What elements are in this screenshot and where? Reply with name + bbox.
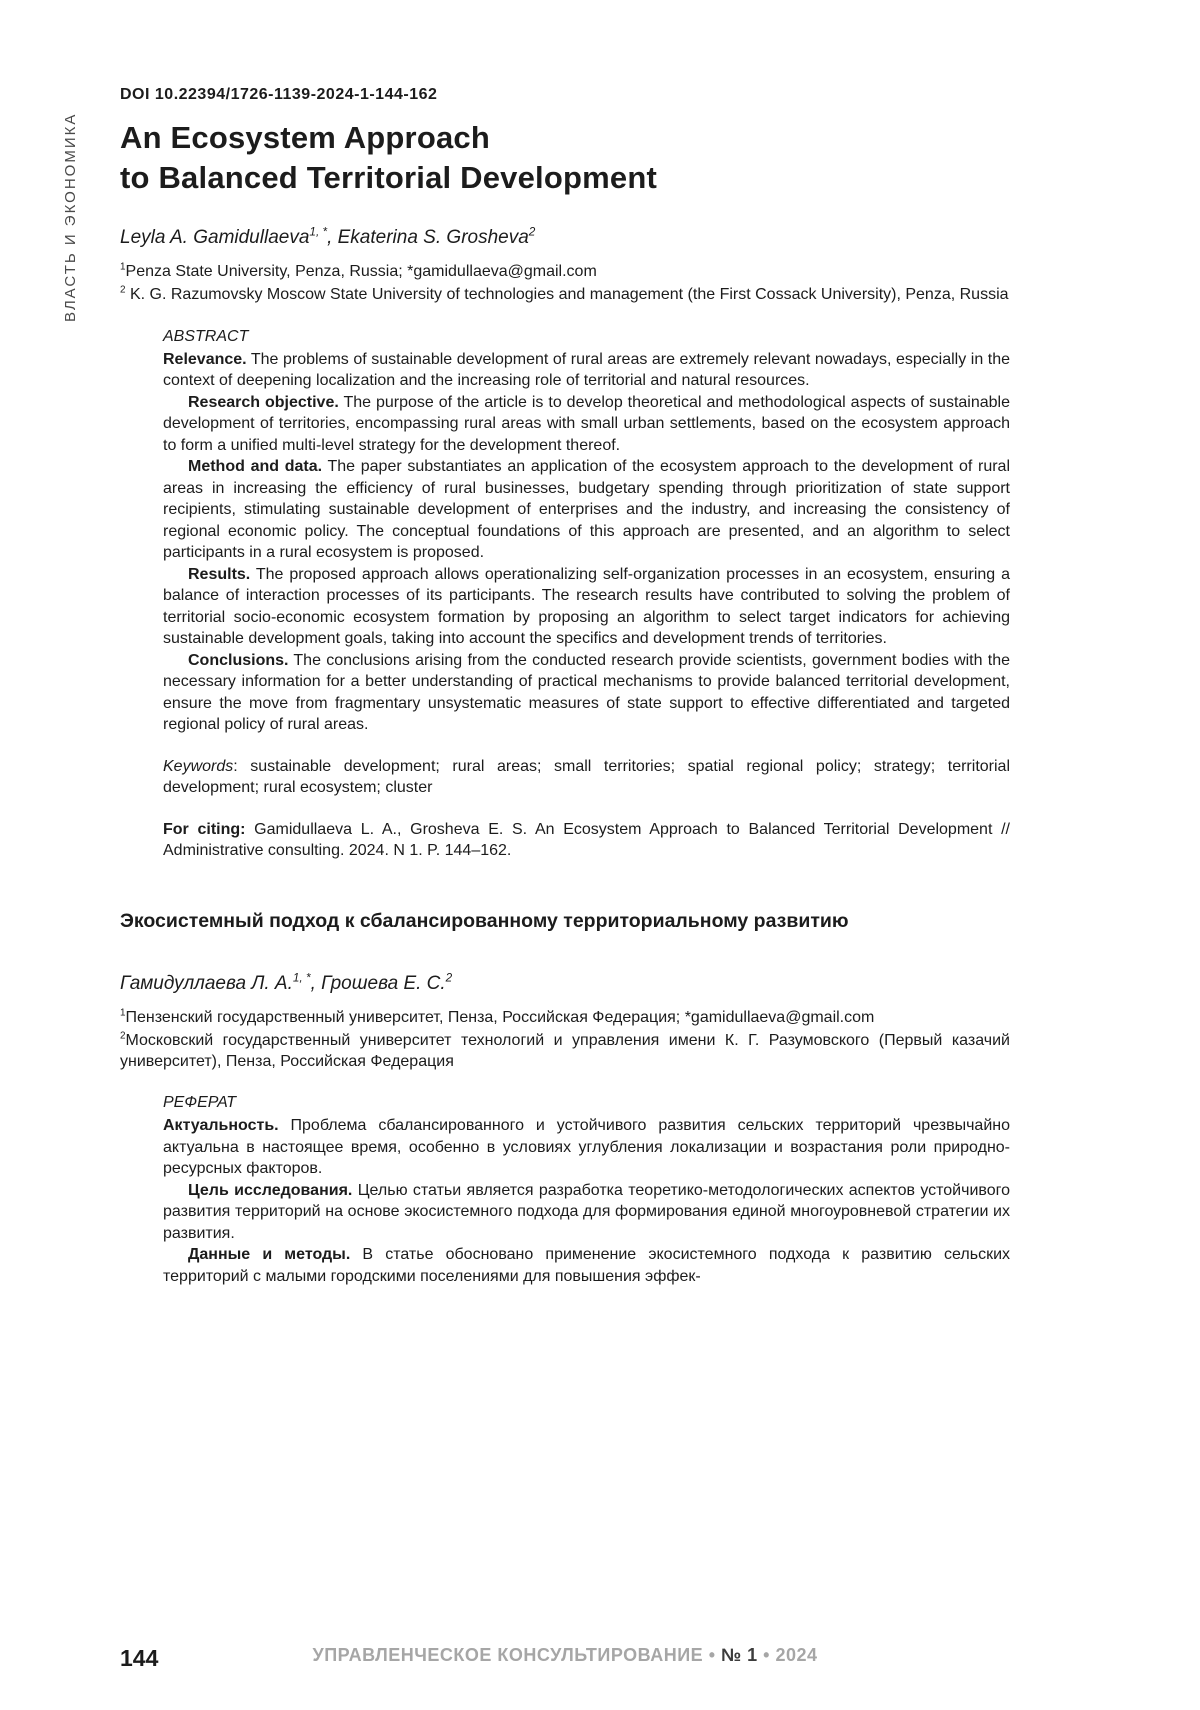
paragraph-label: Method and data. (188, 458, 323, 476)
citing-text: Gamidullaeva L. A., Grosheva E. S. An Ecosystem Approach to Balanced Territorial Development // Administrative consulting. 2024. N 1. P. 144–162. (163, 820, 1010, 860)
author-affiliation-marker: 2 (528, 226, 536, 240)
footer-separator: • (708, 1645, 716, 1665)
abstract-ru (163, 1094, 1010, 1287)
article-title-ru: Экосистемный подход к сбалансированному территориальному развитию (120, 909, 849, 932)
abstract-en (163, 328, 1010, 862)
page-number: 144 (120, 1645, 159, 1671)
abstract-paragraph-data-methods-ru (163, 1244, 1010, 1287)
paragraph-text: Целью статьи является разработка теоретико-методологических аспектов устойчивого развития территорий на основе экосистемного подхода для формирования единой многоуровневой стратегии их развития. (163, 1181, 1010, 1242)
paragraph-text: The paper substantiates an application of the ecosystem approach to the development of rural areas in increasing the efficiency of rural businesses, budgetary spending through prioritization of state support recipients, stimulating sustainable development of enterprises and the industry, and increasing the consistency of regional economic policy. The conceptual foundations of this approach are presented, and an algorithm to select participants in a rural ecosystem is proposed. (163, 458, 1011, 562)
abstract-paragraph-results (163, 564, 1010, 650)
keywords-text: : sustainable development; rural areas; small territories; spatial regional policy; strategy; territorial development; rural ecosystem; cluster (163, 757, 1010, 797)
paragraph-label: Research objective. (188, 393, 339, 411)
paragraph-text: В статье обосновано применение экосистемного подхода к развитию сельских территорий с малыми городскими поселениями для повышения эффек- (163, 1246, 1011, 1285)
abstract-heading-ru: РЕФЕРАТ (163, 1094, 236, 1112)
affiliation-ru-2 (120, 1030, 1010, 1072)
keywords-en (163, 756, 1010, 799)
paragraph-label: Данные и методы. (188, 1246, 351, 1264)
affiliation-marker: 1 (120, 1007, 126, 1019)
paragraph-text: The purpose of the article is to develop theoretical and methodological aspects of sustainable development of territories, encompassing rural areas with small urban settlements, based on the ecosystem approach to form a unified multi-level strategy for the development thereof. (163, 393, 1011, 454)
affiliation-ru-1 (120, 1007, 1010, 1028)
abstract-paragraph-relevance-ru (163, 1115, 1010, 1180)
journal-footer-line (120, 1645, 1010, 1666)
citing-label: For citing: (163, 820, 246, 838)
paragraph-label: Цель исследования. (188, 1181, 353, 1199)
paragraph-text: The problems of sustainable development of rural areas are extremely relevant nowadays, especially in the context of deepening localization and the increasing role of territorial and natural resources. (163, 350, 1010, 390)
abstract-paragraph-relevance (163, 349, 1010, 392)
footer-separator: • (763, 1645, 770, 1665)
paragraph-label: Relevance. (163, 350, 247, 368)
author-name: Гамидуллаева Л. А. (120, 972, 293, 994)
article-title-en (120, 118, 1010, 197)
doi: DOI 10.22394/1726-1139-2024-1-144-162 (120, 86, 438, 103)
journal-issue: № 1 (721, 1645, 758, 1665)
abstract-paragraph-conclusions (163, 650, 1010, 736)
author-affiliation-marker: 2 (445, 971, 453, 985)
abstract-paragraph-method-and-data (163, 456, 1010, 564)
author-affiliation-marker: 1, * (309, 226, 328, 240)
journal-section-label: ВЛАСТЬ И ЭКОНОМИКА (62, 112, 79, 322)
paragraph-label: Results. (188, 565, 251, 583)
authors-en (120, 227, 1010, 249)
page-content (120, 86, 1010, 1287)
author-name: , Ekaterina S. Grosheva (327, 227, 529, 249)
author-name: , Грошева Е. С. (310, 972, 446, 994)
author-affiliation-marker: 1, * (292, 971, 311, 985)
abstract-paragraph-research-objective (163, 392, 1010, 457)
abstract-paragraph-objective-ru (163, 1180, 1010, 1245)
paragraph-label: Conclusions. (188, 651, 289, 669)
affiliation-text: Московский государственный университет технологий и управления имени К. Г. Разумовского (Первый казачий университет), Пенза, Российская Федерация (120, 1032, 1010, 1071)
paragraph-text: The proposed approach allows operationalizing self-organization processes in an ecosystem, ensuring a balance of interaction processes of its participants. The research results have contributed to solving the problem of territorial socio-economic ecosystem formation by proposing an algorithm to select target indicators for achieving sustainable development goals, taking into account the specifics and development trends of territories. (163, 565, 1010, 648)
for-citing (163, 819, 1010, 862)
article-title-line-1: An Ecosystem Approach (120, 120, 490, 155)
paragraph-text: Проблема сбалансированного и устойчивого развития сельских территорий чрезвычайно актуальна в настоящее время, особенно в условиях углубления локализации и возрастания роли природно-ресурсных факторов. (163, 1117, 1010, 1178)
keywords-label: Keywords (163, 757, 234, 775)
affiliation-text: K. G. Razumovsky Moscow State University of technologies and management (the First Cossack University), Penza, Russia (125, 286, 1009, 304)
affiliation-text: Пензенский государственный университет, Пенза, Российская Федерация; *gamidullaeva@gmail.com (125, 1008, 875, 1026)
author-name: Leyla A. Gamidullaeva (120, 227, 310, 249)
paragraph-label: Актуальность. (163, 1117, 279, 1135)
affiliation-marker: 2 (120, 285, 126, 297)
journal-year: 2024 (775, 1645, 818, 1665)
affiliation-en-2 (120, 284, 1010, 305)
authors-ru (120, 973, 1010, 995)
affiliation-text: Penza State University, Penza, Russia; *gamidullaeva@gmail.com (125, 263, 597, 281)
affiliation-marker: 2 (120, 1030, 126, 1042)
journal-name: УПРАВЛЕНЧЕСКОЕ КОНСУЛЬТИРОВАНИЕ (312, 1645, 704, 1665)
page-footer (120, 1645, 1010, 1671)
affiliation-marker: 1 (120, 262, 126, 274)
abstract-heading-en: ABSTRACT (163, 327, 249, 345)
paragraph-text: The conclusions arising from the conducted research provide scientists, government bodies with the necessary information for a better understanding of practical mechanisms to provide balanced territorial development, ensure the move from fragmentary unsystematic measures of state support to effective differentiated and targeted regional policy of rural areas. (163, 651, 1010, 734)
article-title-line-2: to Balanced Territorial Development (120, 159, 657, 195)
affiliation-en-1 (120, 261, 1010, 282)
